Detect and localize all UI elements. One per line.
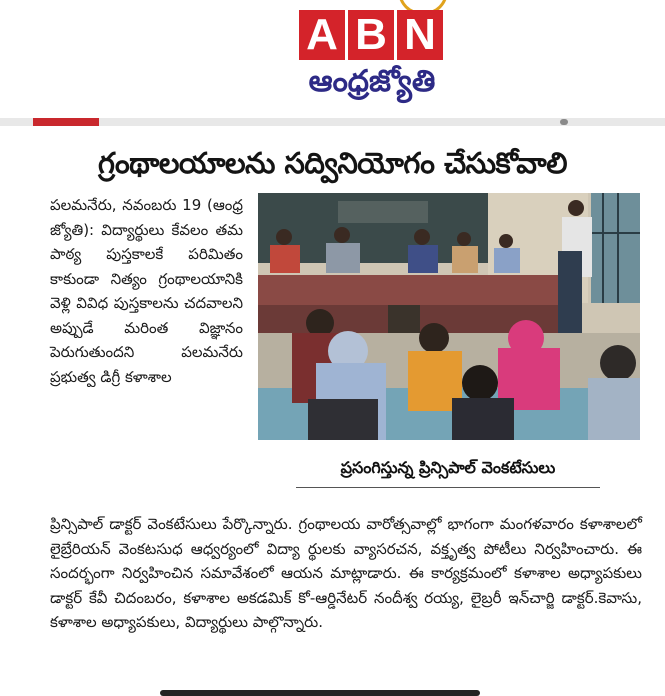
clipping-mark-icon — [560, 119, 568, 125]
article-headline: గ్రంథాలయాలను సద్వినియోగం చేసుకోవాలి — [98, 146, 567, 180]
brand-name-telugu: ఆంధ్రజ్యోతి — [308, 64, 436, 99]
article-paragraph: ప్రిన్సిపాల్ డాక్టర్ వెంకటేసులు పేర్కొన్నారు. గ్రంథాలయ వారోత్సవాల్లో భాగంగా మంగళవారం కళాశాలలో లైబ్రేరియన్ వెంకటసుధ ఆధ్వర్యంలో విద్యా ర్థులకు వ్యాసరచన, వక్తృత్వ పోటీలు నిర్వహించారు. ఈ సందర్భంగా నిర్వహించిన సమావేశంలో ఆయన మాట్లాడారు. ఈ కార్యక్రమంలో కళాశాల అధ్యాపకులు డాక్టర్ కేవీ చిదంబరం, కళాశాల అకడమిక్ కో-ఆర్డినేటర్ నందీశ్వ రయ్య, లైబ్రరీ ఇన్‌చార్జి డాక్టర్.కెవాసు, కళాశాల అధ్యాపకులు, విద్యార్థులు పాల్గొన్నారు. — [50, 515, 642, 631]
article-body-wide — [50, 512, 642, 635]
classroom-event-image — [258, 193, 640, 440]
photo-caption: ప్రసంగిస్తున్న ప్రిన్సిపాల్ వెంకటేసులు — [340, 458, 556, 477]
next-article-edge — [160, 690, 480, 696]
clipping-red-tab — [33, 118, 99, 126]
caption-divider — [296, 487, 600, 488]
article-photo — [258, 193, 640, 440]
newspaper-masthead — [0, 0, 665, 118]
logo-letter-b: B — [348, 10, 394, 60]
article-body-column — [50, 193, 243, 389]
logo-letter-n: N — [397, 10, 443, 60]
logo-letter-a: A — [299, 10, 345, 60]
article-paragraph: పలమనేరు, నవంబరు 19 (ఆంధ్ర జ్యోతి): విద్యార్థులు కేవలం తమ పాఠ్య పుస్తకాలకే పరిమితం కాకుండా నిత్యం గ్రంథాలయానికి వెళ్లి వివిధ పుస్తకాలను చదవాలని అప్పుడే మరింత విజ్ఞానం పెరుగుతుందని పలమనేరు ప్రభుత్వ డిగ్రీ కళాశాల — [50, 196, 243, 386]
